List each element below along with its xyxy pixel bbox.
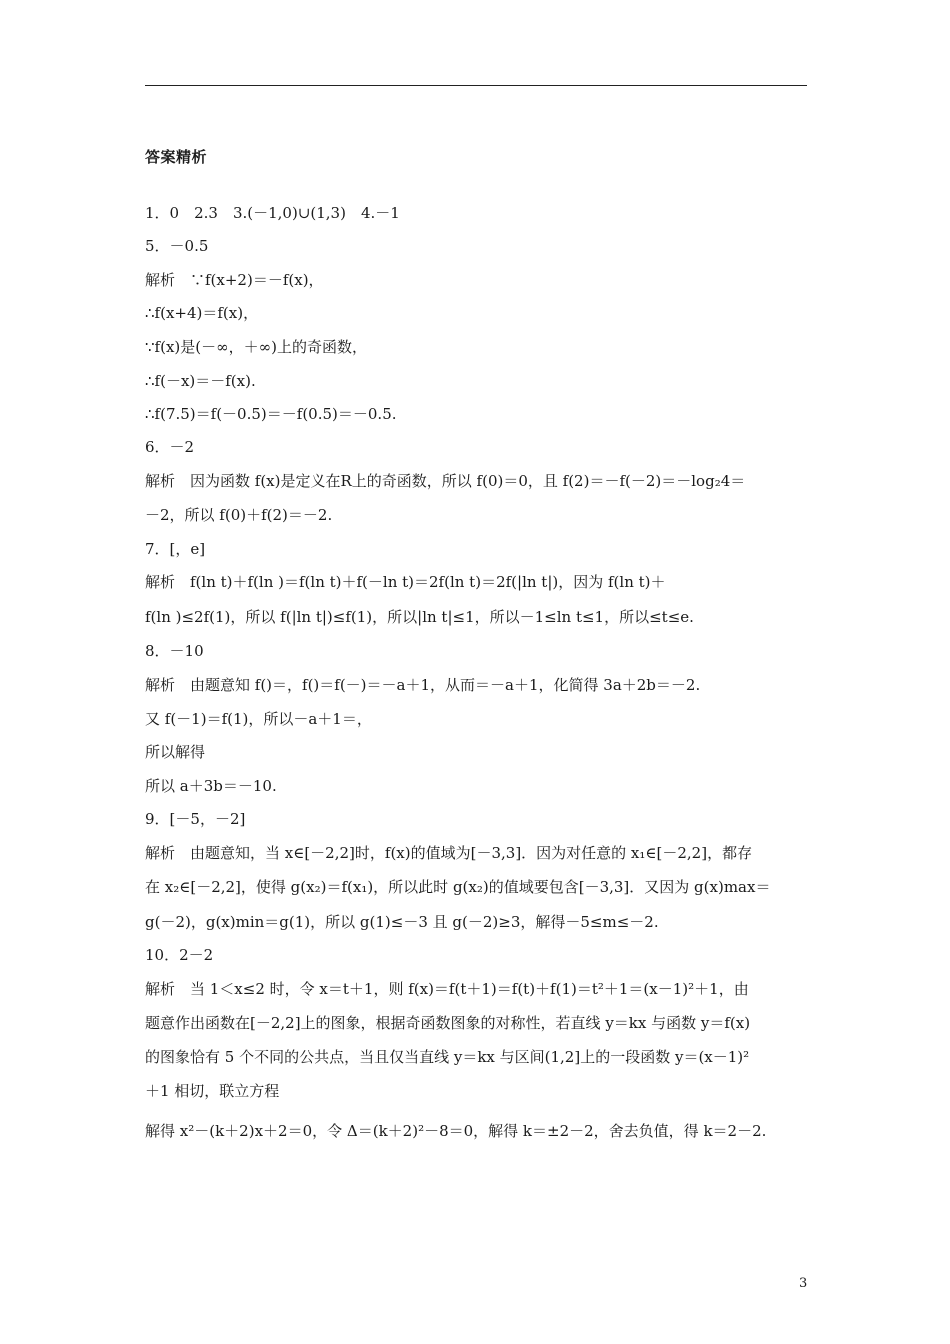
answer-line: 解析 f(ln t)＋f(ln )＝f(ln t)＋f(－ln t)＝2f(ln t)＝2f(|ln t|)，因为 f(ln t)＋ — [145, 573, 666, 591]
answer-line: 9．[－5，－2] — [145, 810, 246, 828]
answer-line: 解析 由题意知，当 x∈[－2,2]时，f(x)的值域为[－3,3]．因为对任意的 x₁∈[－2,2]，都存 — [145, 844, 753, 862]
answer-line: ∴f(7.5)＝f(－0.5)＝－f(0.5)＝－0.5. — [145, 405, 397, 423]
answer-line: 所以解得 — [145, 743, 206, 761]
answer-line: 7．[，e] — [145, 540, 206, 558]
answer-line: 5．－0.5 — [145, 237, 209, 255]
page-number: 3 — [799, 1276, 808, 1291]
answer-line: 解析 当 1＜x≤2 时，令 x＝t＋1，则 f(x)＝f(t＋1)＝f(t)＋f(1)＝t²＋1＝(x－1)²＋1，由 — [145, 980, 749, 998]
answer-line: 所以 a＋3b＝－10. — [145, 777, 277, 795]
header-rule — [145, 85, 807, 86]
answer-line: 题意作出函数在[－2,2]上的图象，根据奇函数图象的对称性，若直线 y＝kx 与函数 y＝f(x) — [145, 1014, 751, 1032]
answer-line: ＋1 相切，联立方程 — [145, 1082, 280, 1100]
answer-line: －2，所以 f(0)＋f(2)＝－2. — [145, 506, 333, 524]
answer-line: ∴f(－x)＝－f(x). — [145, 372, 256, 390]
answer-line: f(ln )≤2f(1)，所以 f(|ln t|)≤f(1)，所以|ln t|≤1，所以－1≤ln t≤1，所以≤t≤e. — [145, 608, 694, 626]
answer-line: g(－2)，g(x)min＝g(1)，所以 g(1)≤－3 且 g(－2)≥3，解得－5≤m≤－2. — [145, 913, 659, 931]
answer-line: 解析 ∵f(x+2)＝－f(x)， — [145, 271, 324, 289]
answer-line: 6．－2 — [145, 438, 195, 456]
answer-line: 又 f(－1)＝f(1)，所以－a＋1＝， — [145, 710, 372, 728]
answer-line: ∵f(x)是(－∞，＋∞)上的奇函数， — [145, 338, 367, 356]
answer-line: 的图象恰有 5 个不同的公共点，当且仅当直线 y＝kx 与区间(1,2]上的一段函数 y＝(x－1)² — [145, 1048, 750, 1066]
answer-line: 1．0 2.3 3.(－1,0)∪(1,3) 4.－1 — [145, 204, 400, 222]
answer-line: 10．2－2 — [145, 946, 214, 964]
answer-line: 解析 因为函数 f(x)是定义在R上的奇函数，所以 f(0)＝0，且 f(2)＝－f(－2)＝－log₂4＝ — [145, 472, 746, 490]
answer-line: 解析 由题意知 f()＝，f()＝f(－)＝－a＋1，从而＝－a＋1，化简得 3a＋2b＝－2. — [145, 676, 701, 694]
answer-line: ∴f(x+4)＝f(x)， — [145, 304, 259, 322]
answer-line: 8．－10 — [145, 642, 204, 660]
answer-heading: 答案精析 — [145, 148, 208, 166]
answer-line: 解得 x²－(k＋2)x＋2＝0，令 Δ＝(k＋2)²－8＝0，解得 k＝±2－2，舍去负值，得 k＝2－2. — [145, 1122, 767, 1140]
answer-line: 在 x₂∈[－2,2]，使得 g(x₂)＝f(x₁)，所以此时 g(x₂)的值域要包含[－3,3]．又因为 g(x)max＝ — [145, 878, 771, 896]
